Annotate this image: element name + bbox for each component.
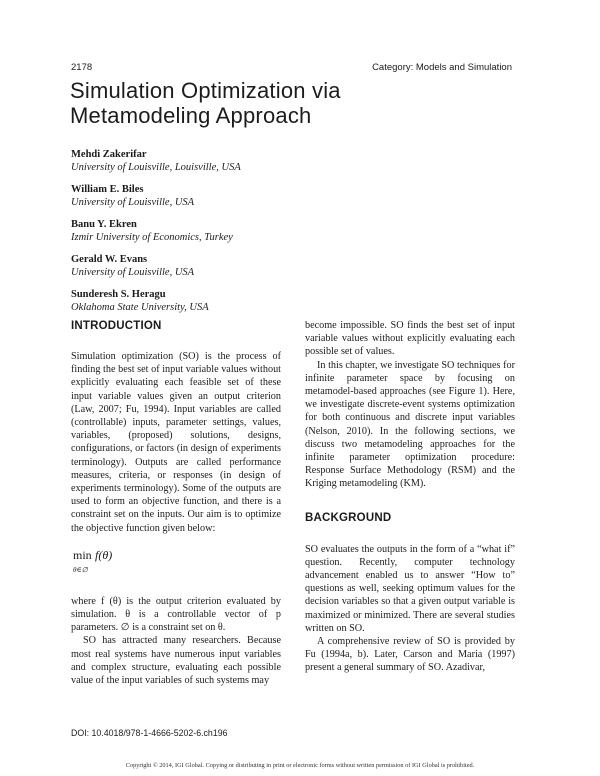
background-heading: BACKGROUND <box>305 511 392 524</box>
intro-paragraph-3: SO has attracted many researchers. Because most real systems have numerous input variables and complex structure, evaluating each possible value of the input variables of such systems may <box>71 635 281 687</box>
author-affiliation: Izmir University of Economics, Turkey <box>71 232 233 243</box>
author-entry <box>71 218 371 244</box>
author-name: Gerald W. Evans <box>71 254 148 265</box>
page-number: 2178 <box>71 62 93 73</box>
author-affiliation: University of Louisville, USA <box>71 197 195 208</box>
intro-paragraph-2: where f (θ) is the output criterion evaluated by simulation. θ is a controllable vector of p parameters. ∅ is a constraint set on θ. <box>71 595 281 634</box>
author-affiliation: Oklahoma State University, USA <box>71 302 209 313</box>
introduction-heading: INTRODUCTION <box>71 320 162 332</box>
formula-min: min <box>73 547 92 562</box>
category-label: Category: Models and Simulation <box>372 62 512 73</box>
paper-title <box>70 78 530 128</box>
author-entry <box>71 183 371 209</box>
author-name: William E. Biles <box>71 184 144 195</box>
author-entry <box>71 288 371 314</box>
background-paragraph-1: SO evaluates the outputs in the form of a “what if” question. Recently, computer technology advancement enabled us to answer “How to” questions as well, seeking optimum values for the decision variables so that a given output variable is maximized or minimized. There are several studies written on SO. <box>305 543 515 634</box>
formula-expression: f(θ) <box>95 547 113 562</box>
author-entry <box>71 253 371 279</box>
title-line-1: Simulation Optimization via <box>70 78 341 103</box>
right-paragraph-1: become impossible. SO finds the best set of input variable values without explicitly evaluating each possible set of values. <box>305 320 515 358</box>
right-column <box>305 319 515 675</box>
formula-subscript: θ∈∅ <box>73 565 88 574</box>
right-paragraph-2: In this chapter, we investigate SO techniques for infinite parameter space by focusing on metamodel-based approaches (see Figure 1). Here, we investigate discrete-event systems optimization for both continuous and discrete input variables (Nelson, 2010). In the following sections, we discuss two metamodeling approaches for the infinite parameter optimization procedure: Response Surface Methodology (RSM) and the Kriging metamodeling (KM). <box>305 359 515 490</box>
author-affiliation: University of Louisville, Louisville, USA <box>71 162 241 173</box>
left-column <box>71 319 281 687</box>
author-name: Banu Y. Ekren <box>71 219 137 230</box>
author-entry <box>71 148 371 174</box>
copyright-footer: Copyright © 2014, IGI Global. Copying or distributing in print or electronic forms without written permission of IGI Global is prohibited. <box>125 762 475 769</box>
author-affiliation: University of Louisville, USA <box>71 267 195 278</box>
author-list <box>71 148 371 323</box>
background-paragraph-2: A comprehensive review of SO is provided by Fu (1994a, b). Later, Carson and Maria (1997) present a general summary of SO. Azadivar, <box>305 636 515 674</box>
author-name: Mehdi Zakerifar <box>71 149 147 160</box>
author-name: Sunderesh S. Heragu <box>71 289 166 300</box>
doi-label: DOI: 10.4018/978-1-4666-5202-6.ch196 <box>71 728 228 738</box>
title-line-2: Metamodeling Approach <box>70 103 312 128</box>
objective-formula <box>71 545 281 585</box>
intro-paragraph-1: Simulation optimization (SO) is the process of finding the best set of input variable values without explicitly evaluating each feasible set of these input variable values given an output criterion (Law, 2007; Fu, 1994). Input variables are called (controllable) inputs, parameter settings, values, variables, (proposed) solutions, designs, configurations, or factors (in design of experiments terminology). Outputs are called performance measures, criteria, or responses (in design of experiments terminology). Some of the outputs are used to form an objective function, and there is a constraint set on the inputs. Our aim is to optimize the objective function given below: <box>71 351 281 534</box>
